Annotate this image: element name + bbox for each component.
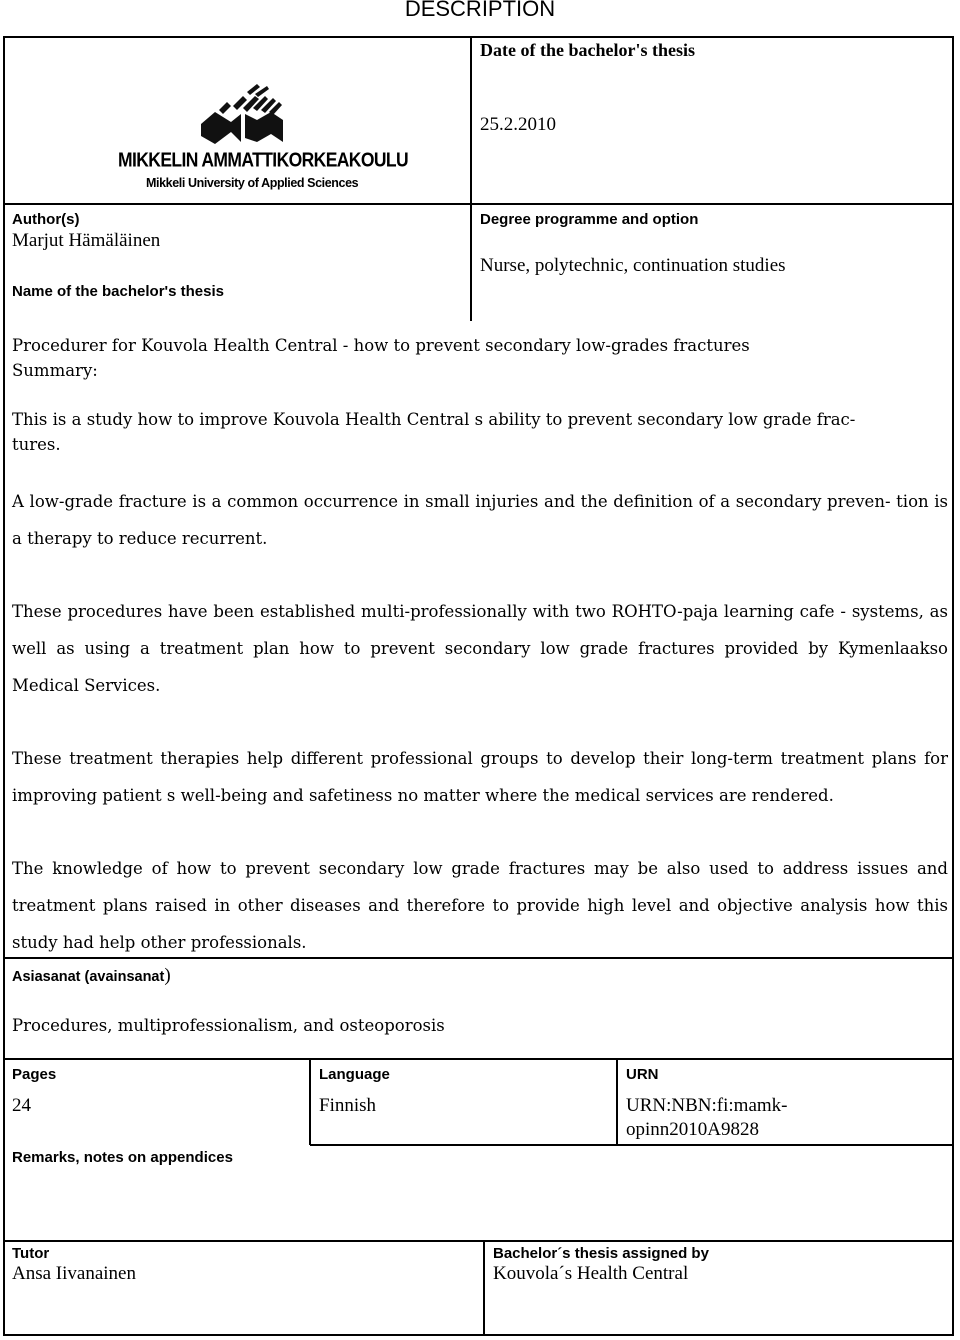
keywords-label-paren: ) [164, 965, 171, 986]
summary-paragraph-text: These procedures have been established multi-professionally with two ROHTO-paja learning cafe - systems, as well as using a treatment plan how to prevent secondary low grade fractures provided by Kymenlaakso Medical Services. [12, 602, 948, 695]
divider [4, 203, 954, 205]
tutor-value: Ansa Iivanainen [12, 1263, 136, 1284]
tutor-label: Tutor [12, 1245, 50, 1262]
thesis-name-value: Procedurer for Kouvola Health Central - how to prevent secondary low-grades fractures [12, 336, 750, 355]
degree-label: Degree programme and option [480, 211, 699, 228]
logo-name: MIKKELIN AMMATTIKORKEAKOULU [118, 148, 409, 171]
keywords-value: Procedures, multiprofessionalism, and osteoporosis [12, 1016, 445, 1035]
summary-paragraph-text: These treatment therapies help different professional groups to develop their long-term treatment plans for improving patient s well-being and safetiness no matter where the medical services are rendered. [12, 749, 948, 805]
date-label: Date of the bachelor's thesis [480, 40, 695, 60]
pages-value: 24 [12, 1095, 31, 1116]
divider [4, 1058, 954, 1060]
assigned-by-label: Bachelor´s thesis assigned by [493, 1245, 709, 1262]
keywords-label [12, 965, 171, 987]
page-title: DESCRIPTION [404, 0, 556, 21]
urn-label: URN [626, 1066, 659, 1083]
summary-label: Summary: [12, 361, 98, 380]
language-label: Language [319, 1066, 390, 1083]
thesis-name-label: Name of the bachelor's thesis [12, 283, 224, 300]
divider [4, 1240, 954, 1242]
keywords-label-text: Asiasanat (avainsanat [12, 969, 165, 985]
logo-subtitle: Mikkeli University of Applied Sciences [146, 176, 359, 190]
summary-paragraph-5 [12, 850, 948, 961]
divider [483, 1241, 485, 1335]
summary-paragraph-1-line-2: tures. [12, 435, 61, 454]
author-value: Marjut Hämäläinen [12, 230, 161, 251]
urn-value-line-1: URN:NBN:fi:mamk- [626, 1095, 788, 1116]
summary-paragraph-4 [12, 740, 948, 814]
author-label: Author(s) [12, 211, 80, 228]
summary-paragraph-text: A low-grade fracture is a common occurrence in small injuries and the definition of a secondary preven- tion is a therapy to reduce recurrent. [12, 492, 948, 548]
divider [616, 1059, 618, 1145]
divider [310, 1144, 954, 1146]
degree-value: Nurse, polytechnic, continuation studies [480, 255, 786, 276]
language-value: Finnish [319, 1095, 377, 1116]
summary-paragraph-text: The knowledge of how to prevent secondary low grade fractures may be also used to address issues and treatment plans raised in other diseases and therefore to provide high level and objective analysis how this study had help other professionals. [12, 859, 948, 952]
summary-paragraph-1-line-1: This is a study how to improve Kouvola Health Central s ability to prevent secondary low grade frac- [12, 410, 856, 429]
remarks-label: Remarks, notes on appendices [12, 1149, 233, 1166]
summary-paragraph-2 [12, 483, 948, 557]
pages-label: Pages [12, 1066, 57, 1083]
assigned-by-value: Kouvola´s Health Central [493, 1263, 689, 1284]
urn-value-line-2: opinn2010A9828 [626, 1119, 759, 1140]
divider [470, 37, 472, 321]
date-value: 25.2.2010 [480, 114, 556, 135]
divider [309, 1059, 311, 1145]
summary-paragraph-3 [12, 593, 948, 704]
